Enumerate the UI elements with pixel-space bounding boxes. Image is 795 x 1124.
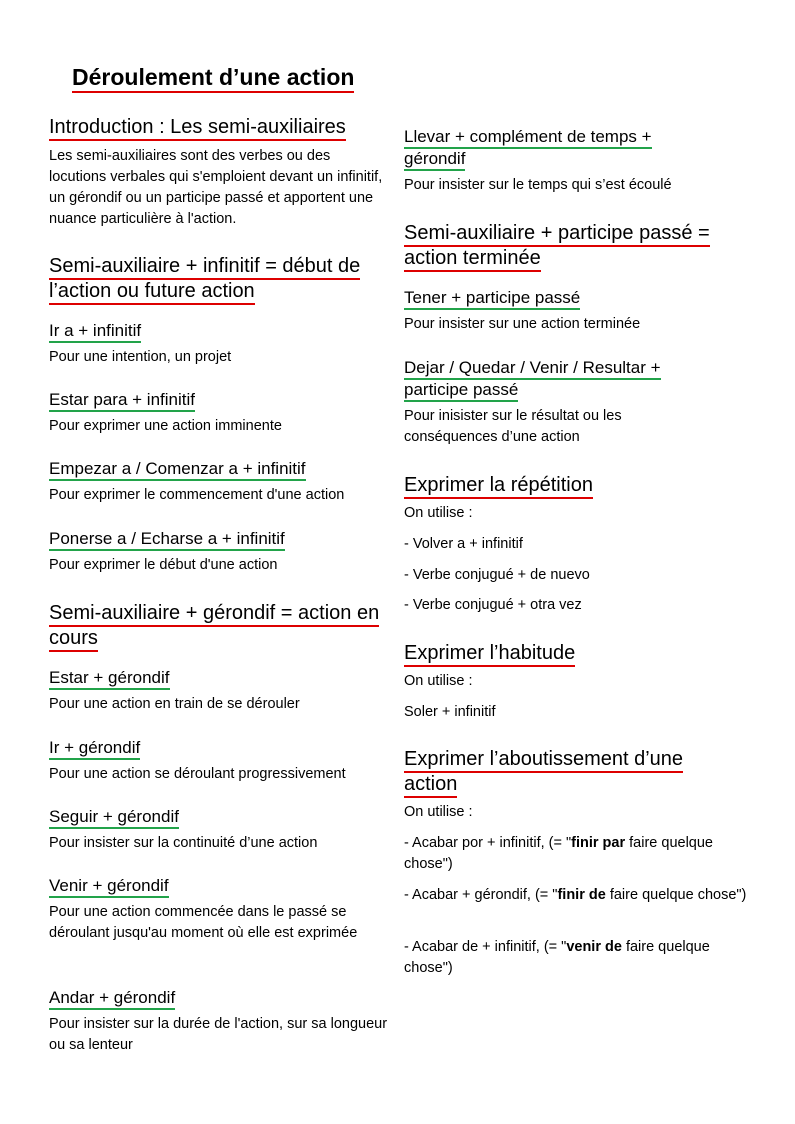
item-desc: Pour insister sur la durée de l'action, sur sa longueur ou sa lenteur bbox=[49, 1016, 388, 1053]
list-item bbox=[49, 528, 389, 576]
item-term: Andar + gérondif bbox=[49, 988, 175, 1010]
list-item bbox=[404, 357, 749, 448]
item-desc: Pour exprimer le début d'une action bbox=[49, 557, 278, 573]
item-term: Llevar + complément de temps + gérondif bbox=[404, 127, 652, 171]
intro-heading: Introduction : Les semi-auxiliaires bbox=[49, 116, 346, 141]
text-line: On utilise : bbox=[404, 505, 473, 521]
item-term: Venir + gérondif bbox=[49, 876, 169, 898]
text-line: - Volver a + infinitif bbox=[404, 536, 523, 552]
section-gerondif bbox=[49, 601, 389, 651]
item-desc: Pour une action en train de se dérouler bbox=[49, 696, 300, 712]
page-title: Déroulement d’une action bbox=[72, 64, 354, 93]
item-desc: Pour exprimer le commencement d'une action bbox=[49, 487, 345, 503]
item-desc: Pour exprimer une action imminente bbox=[49, 418, 282, 434]
text-line: - Verbe conjugué + otra vez bbox=[404, 597, 582, 613]
item-desc: Pour une action commencée dans le passé se déroulant jusqu'au moment où elle est exprimée bbox=[49, 904, 358, 941]
item-term: Dejar / Quedar / Venir / Resultar + participe passé bbox=[404, 358, 661, 402]
item-desc: Pour insister sur la continuité d’une action bbox=[49, 835, 318, 851]
list-item bbox=[404, 126, 749, 196]
section-aboutissement-heading: Exprimer l’aboutissement d’une action bbox=[404, 748, 683, 798]
section-habitude bbox=[404, 641, 749, 720]
item-term: Tener + participe passé bbox=[404, 288, 580, 310]
intro-text: Les semi-auxiliaires sont des verbes ou des locutions verbales qui s'emploient devant un infinitif, un gérondif ou un participe passé et apportent une nuance particulière à l'action. bbox=[49, 148, 383, 227]
section-infinitif-heading: Semi-auxiliaire + infinitif = début de l’action ou future action bbox=[49, 255, 360, 305]
item-desc: Pour insister sur le temps qui s’est écoulé bbox=[404, 177, 672, 193]
section-repetition-heading: Exprimer la répétition bbox=[404, 474, 593, 499]
item-desc: Pour inisister sur le résultat ou les conséquences d’une action bbox=[404, 408, 622, 445]
list-item bbox=[49, 667, 389, 715]
text-line: Soler + infinitif bbox=[404, 704, 496, 720]
list-item bbox=[404, 287, 749, 335]
item-desc: Pour une action se déroulant progressivement bbox=[49, 766, 346, 782]
section-aboutissement bbox=[404, 747, 749, 976]
list-item bbox=[49, 806, 389, 854]
list-item bbox=[49, 987, 389, 1056]
list-item: - Acabar + gérondif, (= "finir de faire quelque chose") bbox=[404, 887, 747, 903]
list-item bbox=[49, 875, 389, 944]
section-gerondif-heading: Semi-auxiliaire + gérondif = action en cours bbox=[49, 602, 379, 652]
list-item bbox=[49, 389, 389, 437]
list-item: - Acabar por + infinitif, (= "finir par faire quelque chose") bbox=[404, 835, 713, 872]
item-term: Estar para + infinitif bbox=[49, 390, 195, 412]
intro-section bbox=[49, 115, 389, 230]
section-participe bbox=[404, 221, 749, 271]
item-term: Estar + gérondif bbox=[49, 668, 170, 690]
text-line: On utilise : bbox=[404, 673, 473, 689]
item-term: Seguir + gérondif bbox=[49, 807, 179, 829]
section-participe-heading: Semi-auxiliaire + participe passé = action terminée bbox=[404, 222, 710, 272]
item-desc: Pour une intention, un projet bbox=[49, 349, 232, 365]
item-term: Ir + gérondif bbox=[49, 738, 140, 760]
section-habitude-heading: Exprimer l’habitude bbox=[404, 642, 575, 667]
list-item bbox=[49, 737, 389, 785]
item-term: Ponerse a / Echarse a + infinitif bbox=[49, 529, 285, 551]
list-item bbox=[49, 320, 389, 368]
list-item bbox=[49, 458, 389, 506]
item-term: Empezar a / Comenzar a + infinitif bbox=[49, 459, 306, 481]
list-item: - Acabar de + infinitif, (= "venir de faire quelque chose") bbox=[404, 939, 710, 976]
section-repetition bbox=[404, 473, 749, 613]
item-term: Ir a + infinitif bbox=[49, 321, 141, 343]
section-infinitif bbox=[49, 254, 389, 304]
item-desc: Pour insister sur une action terminée bbox=[404, 316, 641, 332]
text-line: On utilise : bbox=[404, 804, 473, 820]
text-line: - Verbe conjugué + de nuevo bbox=[404, 567, 590, 583]
